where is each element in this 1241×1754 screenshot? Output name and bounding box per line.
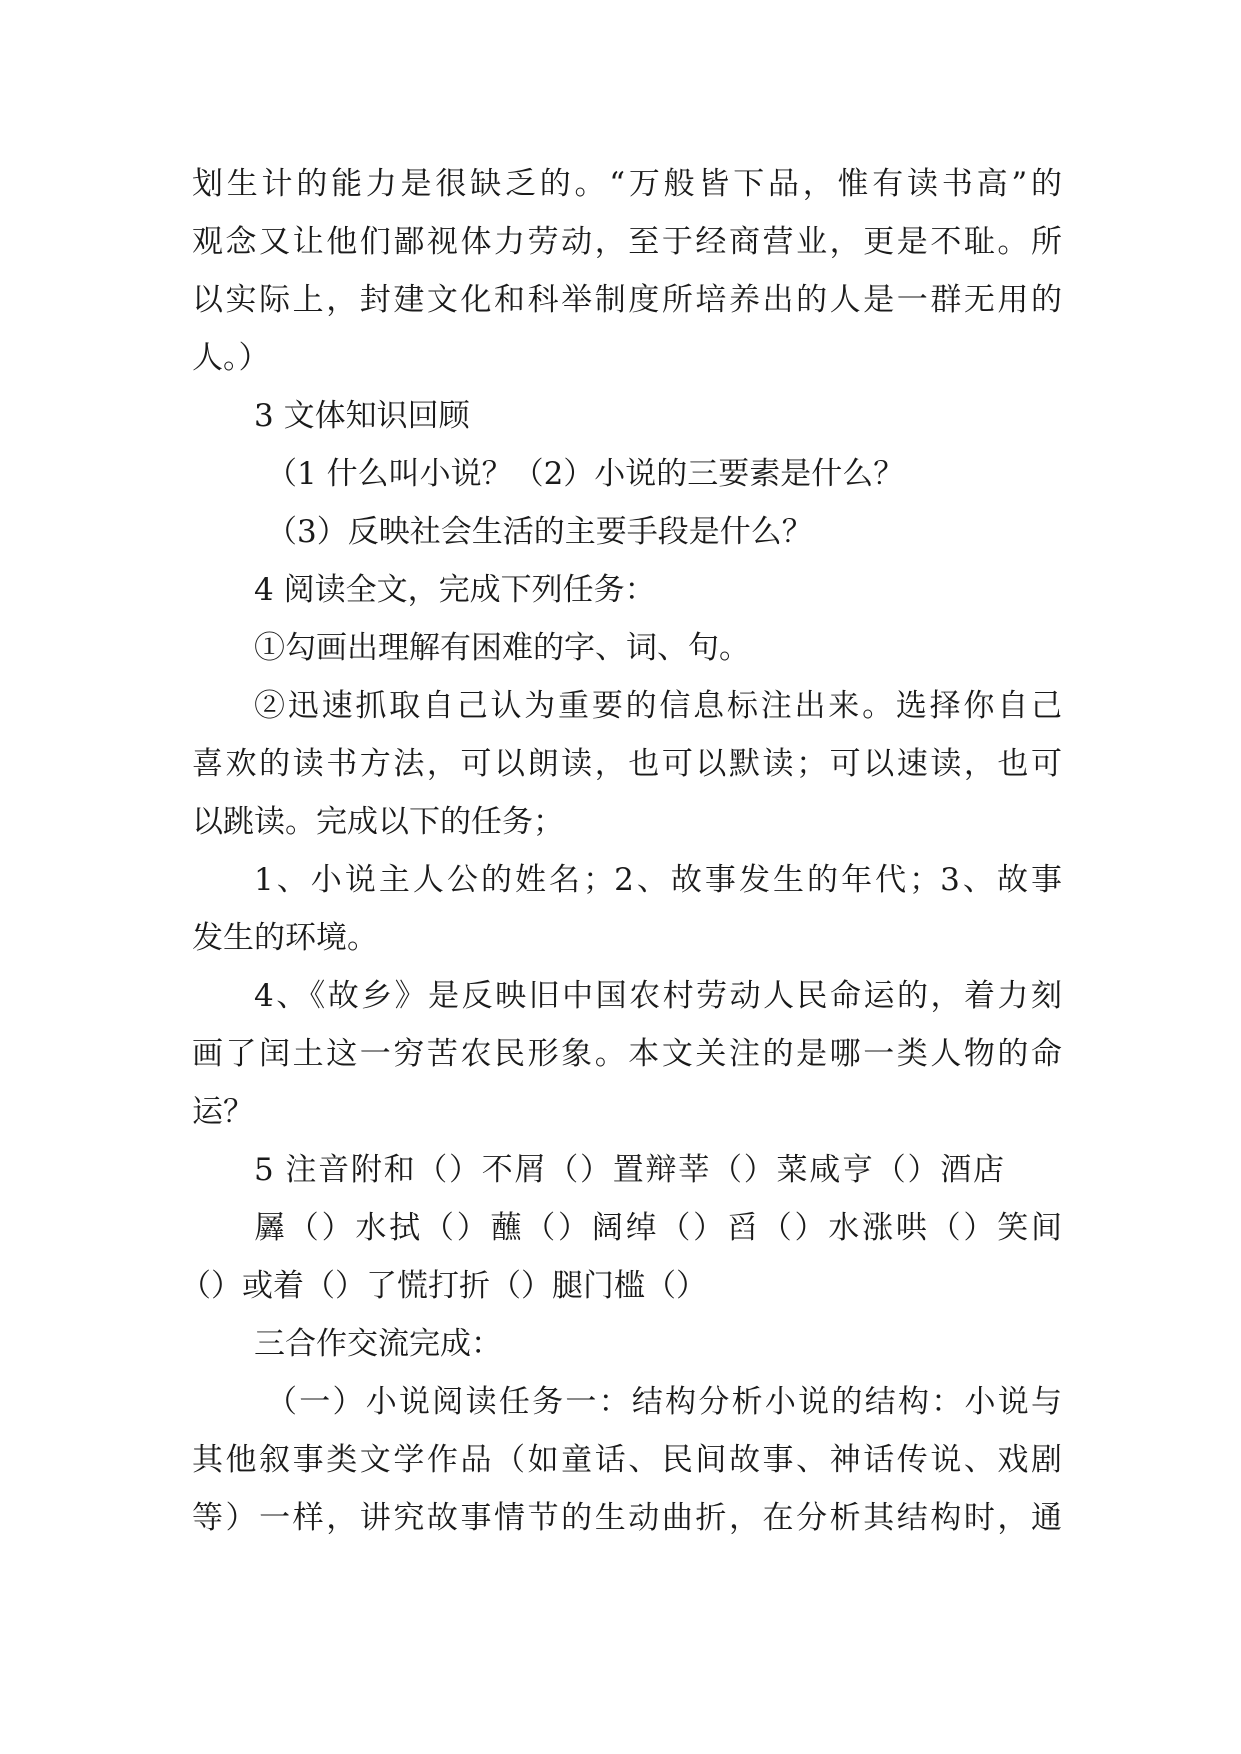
paragraph-line-2: 观念又让他们鄙视体力劳动，至于经商营业，更是不耻。所 [192, 224, 1062, 260]
task-list-line-1: 1、小说主人公的姓名；2、故事发生的年代；3、故事 [254, 862, 1062, 898]
task-item-2-line-2: 喜欢的读书方法，可以朗读，也可以默读；可以速读，也可 [192, 746, 1062, 782]
task-item-2-line-1: ②迅速抓取自己认为重要的信息标注出来。选择你自己 [254, 688, 1062, 724]
task-item-2-line-3: 以跳读。完成以下的任务； [192, 804, 564, 840]
task-4-line-3: 运？ [192, 1094, 254, 1130]
cooperation-line-1: （一）小说阅读任务一：结构分析小说的结构：小说与 [266, 1384, 1062, 1420]
pronunciation-line-1: 5 注音附和（）不屑（）置辩莘（）菜咸亨（）酒店 [254, 1152, 1004, 1188]
task-list-line-2: 发生的环境。 [192, 920, 378, 956]
paragraph-line-1: 划生计的能力是很缺乏的。“万般皆下品，惟有读书高”的 [192, 166, 1062, 202]
section-heading-genre-review: 3 文体知识回顾 [254, 398, 470, 434]
pronunciation-line-2: 羼（）水拭（）蘸（）阔绰（）舀（）水涨哄（）笑间 [254, 1210, 1062, 1246]
section-heading-read-full-text: 4 阅读全文，完成下列任务： [254, 572, 656, 608]
paragraph-line-4: 人。） [192, 340, 270, 376]
task-item-1: ①勾画出理解有困难的字、词、句。 [254, 630, 750, 666]
paragraph-line-3: 以实际上，封建文化和科举制度所培养出的人是一群无用的 [192, 282, 1062, 318]
question-line-2: （3）反映社会生活的主要手段是什么？ [266, 514, 813, 550]
question-line-1: （1 什么叫小说？（2）小说的三要素是什么？ [266, 456, 905, 492]
task-4-line-1: 4、《故乡》是反映旧中国农村劳动人民命运的，着力刻 [254, 978, 1062, 1014]
cooperation-line-2: 其他叙事类文学作品（如童话、民间故事、神话传说、戏剧 [192, 1442, 1062, 1478]
pronunciation-line-3: （）或着（）了慌打折（）腿门槛（） [180, 1268, 707, 1304]
task-4-line-2: 画了闰土这一穷苦农民形象。本文关注的是哪一类人物的命 [192, 1036, 1062, 1072]
cooperation-line-3: 等）一样，讲究故事情节的生动曲折，在分析其结构时，通 [192, 1500, 1062, 1536]
section-heading-cooperation: 三合作交流完成： [254, 1326, 502, 1362]
